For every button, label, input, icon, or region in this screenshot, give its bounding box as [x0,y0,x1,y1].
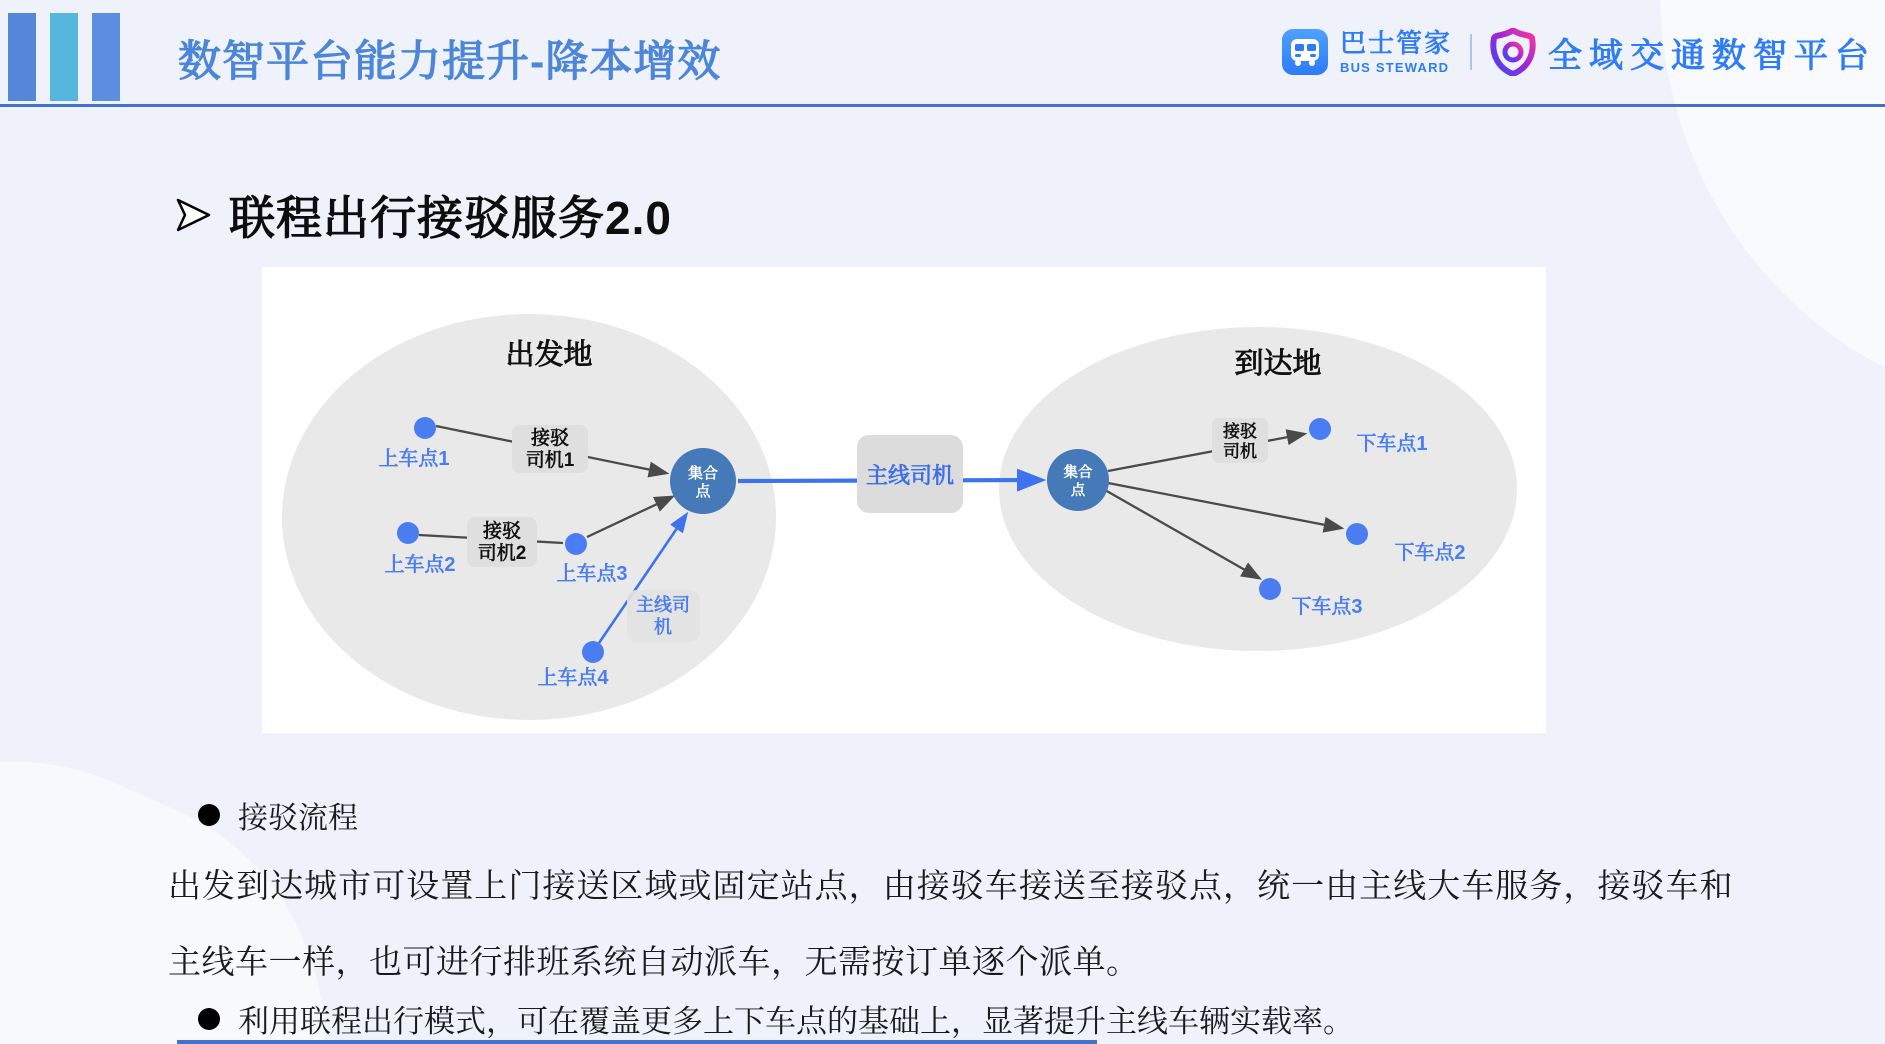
svg-text:点: 点 [1070,483,1086,499]
svg-text:司机: 司机 [1223,442,1257,461]
svg-text:司机2: 司机2 [477,543,527,564]
pickup1-dot [414,417,436,439]
note-bullet-1 [198,793,358,837]
svg-text:接驳: 接驳 [530,428,570,449]
svg-text:点: 点 [695,483,711,500]
mainline-driver-small-box [627,590,700,642]
page-title: 数智平台能力提升-降本增效 [178,38,722,86]
svg-text:机: 机 [654,617,672,637]
section-heading-text: 联程出行接驳服务2.0 [229,192,672,244]
pickup4-label: 上车点4 [537,667,609,689]
header-divider [0,104,1885,107]
bus-steward-wordmark [1340,30,1452,74]
pickup3-label: 上车点3 [556,563,628,585]
brand1-name: 巴士管家 [1340,28,1453,58]
brand-separator [1470,34,1472,70]
brand2-name: 全域交通数智平台 [1548,36,1877,75]
svg-text:集合: 集合 [687,465,719,482]
drop2-dot [1346,523,1368,545]
svg-text:主线司: 主线司 [636,595,690,615]
bullet-icon [198,1008,220,1030]
diagram-panel [262,267,1546,733]
header-bar-blue-1 [8,13,36,101]
departure-title: 出发地 [505,339,593,371]
brand-area [1282,0,1876,104]
note-paragraph: 出发到达城市可设置上门接送区域或固定站点，由接驳车接送至接驳点，统一由主线大车服务，接驳车和主线车一样，也可进行排班系统自动派车，无需按订单逐个派单。 [168,867,1733,980]
section-heading [175,182,672,248]
pickup2-label: 上车点2 [384,554,456,576]
pickup3-dot [565,533,587,555]
header-bar-cyan [50,13,78,101]
svg-text:主线司机: 主线司机 [865,463,955,488]
shuttle-driver2-box [467,517,537,567]
pickup1-label: 上车点1 [378,448,450,470]
note2-text: 利用联程出行模式，可在覆盖更多上下车点的基础上，显著提升主线车辆实载率。 [238,1004,1354,1039]
drop1-label: 下车点1 [1356,433,1428,455]
svg-text:集合: 集合 [1063,465,1093,481]
drop3-dot [1259,578,1281,600]
svg-text:接驳: 接驳 [482,521,522,542]
shuttle-driver1-box [512,425,588,473]
brand1-subtitle: BUS STEWARD [1340,60,1450,75]
note-bullet-2 [198,996,1354,1041]
transfer-diagram [262,267,1546,733]
svg-text:司机1: 司机1 [525,450,575,471]
arrival-title: 到达地 [1234,348,1322,380]
bus-steward-logo-icon [1282,29,1328,75]
bullet-icon [198,804,220,826]
pickup4-dot [582,641,604,663]
mainline-driver-box [857,435,963,513]
arrival-meeting-point [1047,449,1109,511]
pickup2-dot [397,522,419,544]
drop1-dot [1309,418,1331,440]
note1-text: 接驳流程 [238,802,358,835]
drop3-label: 下车点3 [1291,596,1363,618]
drop2-label: 下车点2 [1394,542,1466,564]
platform-logo-icon [1490,28,1536,76]
svg-text:接驳: 接驳 [1223,422,1257,441]
departure-meeting-point [670,448,736,514]
heading-arrow-icon [175,197,213,233]
header-bar-blue-2 [92,13,120,101]
bus-icon [1288,37,1322,67]
bottom-accent-bar [177,1040,1097,1044]
arrival-shuttle-driver-box [1212,418,1268,463]
